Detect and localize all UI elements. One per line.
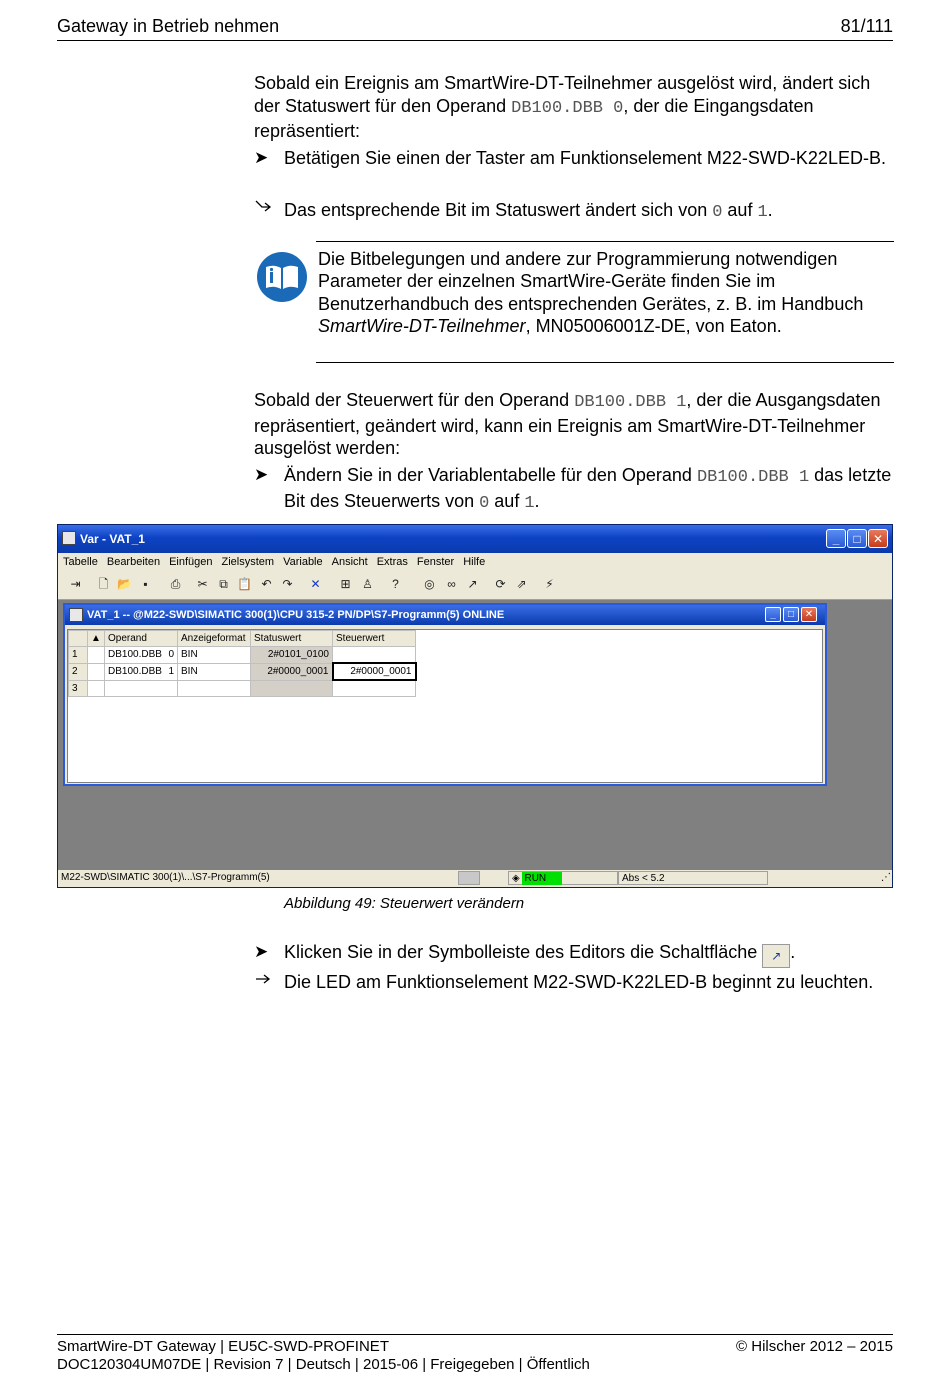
print-icon[interactable]: ⎙ — [170, 577, 181, 591]
activate-control-values-icon: ↗ — [762, 944, 790, 968]
row-number: 2 — [69, 663, 88, 680]
code-operand: DB100.DBB 0 — [511, 98, 624, 118]
note-top-rule — [316, 241, 894, 242]
arrowhead-icon: ➤ — [254, 942, 269, 961]
header-title: Gateway in Betrieb nehmen — [57, 16, 280, 36]
cut-icon[interactable]: ✂ — [197, 577, 208, 591]
format-cell[interactable]: BIN — [178, 663, 251, 680]
variable-table — [67, 629, 823, 783]
activate-control-values-icon[interactable]: ↗ — [467, 577, 478, 591]
paste-icon[interactable]: 📋 — [237, 577, 252, 591]
sort-arrow-icon[interactable]: ▲ — [88, 631, 105, 647]
row-number: 3 — [69, 680, 88, 697]
menu-item[interactable]: Tabelle — [63, 556, 98, 568]
footer-document-info: DOC120304UM07DE | Revision 7 | Deutsch | 2015-06 | Freigegeben | Öffentlich — [57, 1356, 590, 1373]
run-indicator: RUN — [522, 872, 562, 885]
operand-cell[interactable] — [105, 680, 178, 697]
status-cell: 2#0000_0001 — [251, 663, 333, 680]
result-2: Die LED am Funktionselement M22-SWD-K22LED-B beginnt zu leuchten. — [254, 971, 894, 994]
table-header-row — [69, 631, 416, 647]
force-icon[interactable]: ⚡ — [545, 577, 554, 591]
diagnostic-icon: ◈ — [512, 873, 520, 884]
window-titlebar — [58, 525, 892, 553]
inner-titlebar — [65, 605, 825, 625]
step-3: ➤ Klicken Sie in der Symbolleiste des Editors die Schaltfläche ↗ . — [254, 941, 894, 968]
update-values-icon[interactable]: ⟳ — [495, 577, 506, 591]
table-row — [69, 647, 416, 664]
status-cell: 2#0101_0100 — [251, 647, 333, 664]
page-number: 81/111 — [840, 16, 893, 36]
minimize-button[interactable]: _ — [826, 529, 846, 548]
arrowhead-icon: ➤ — [254, 148, 269, 167]
inner-maximize-button[interactable]: □ — [783, 607, 799, 622]
status-run-cell — [508, 871, 618, 885]
new-file-icon[interactable]: 🗋 — [98, 577, 109, 591]
accessible-node-icon[interactable]: ♙ — [362, 577, 373, 591]
column-header-format[interactable]: Anzeigeformat — [178, 631, 251, 647]
result-1: Das entsprechende Bit im Statuswert ändert sich von 0 auf 1. — [254, 199, 894, 225]
menu-item[interactable]: Bearbeiten — [106, 556, 161, 568]
close-button[interactable]: ✕ — [868, 529, 888, 548]
redo-icon[interactable]: ↷ — [282, 577, 293, 591]
format-cell[interactable] — [178, 680, 251, 697]
modify-icon[interactable]: ⇗ — [516, 577, 527, 591]
result-arrow-icon — [254, 199, 284, 225]
help-icon[interactable]: ? — [392, 577, 399, 591]
network-icon[interactable]: ⊞ — [340, 577, 351, 591]
column-header-operand[interactable]: Operand — [105, 631, 178, 647]
status-cell — [251, 680, 333, 697]
arrowhead-icon: ➤ — [254, 465, 269, 484]
inner-window-title: VAT_1 -- @M22-SWD\SIMATIC 300(1)\CPU 315-2 PN/DP\S7-Programm(5) ONLINE — [87, 609, 505, 621]
menu-item[interactable]: Zielsystem — [221, 556, 275, 568]
menu-item[interactable]: Extras — [376, 556, 408, 568]
operand-cell[interactable]: DB100.DBB 0 — [105, 647, 178, 664]
monitor-once-icon[interactable]: ∞ — [447, 577, 456, 591]
menu-bar — [58, 553, 892, 571]
status-abs: Abs < 5.2 — [618, 871, 768, 885]
format-cell[interactable]: BIN — [178, 647, 251, 664]
vat-inner-window — [63, 603, 827, 786]
page-footer — [57, 1334, 893, 1374]
table-row — [69, 680, 416, 697]
window-title: Var - VAT_1 — [80, 532, 145, 546]
maximize-button[interactable]: □ — [847, 529, 867, 548]
save-icon[interactable]: ▪ — [143, 577, 148, 591]
info-book-icon — [256, 251, 308, 303]
menu-item[interactable]: Ansicht — [331, 556, 368, 568]
footer-product: SmartWire-DT Gateway | EU5C-SWD-PROFINET — [57, 1338, 389, 1355]
menu-item[interactable]: Fenster — [416, 556, 455, 568]
operand-cell[interactable]: DB100.DBB 1 — [105, 663, 178, 680]
open-folder-icon[interactable]: 📂 — [117, 577, 132, 591]
column-header-control[interactable]: Steuerwert — [333, 631, 416, 647]
monitor-icon[interactable]: ◎ — [424, 577, 435, 591]
column-header-status[interactable]: Statuswert — [251, 631, 333, 647]
row-number: 1 — [69, 647, 88, 664]
delete-icon[interactable]: ✕ — [310, 577, 321, 591]
note-bottom-rule — [316, 362, 894, 363]
status-empty-cell — [458, 871, 480, 885]
paragraph-2: Sobald der Steuerwert für den Operand DB100.DBB 1, der die Ausgangsdaten repräsentiert, geändert wird, kann ein Ereignis am SmartWire-DT-Teilnehmer ausgelöst werden: — [254, 390, 881, 458]
row-marker — [88, 680, 105, 697]
inner-app-icon — [69, 608, 83, 622]
note-text: Die Bitbelegungen und andere zur Programmierung notwendigen Parameter der einzelnen SmartWire-Geräte finden Sie im Benutzerhandbuch des entsprechenden Gerätes, z. B. im Handbuch SmartWire-DT-Teilnehmer, MN05006001Z-DE, von Eaton. — [318, 249, 864, 336]
status-bar — [58, 870, 892, 887]
control-cell-selected[interactable]: 2#0000_0001 — [333, 663, 416, 680]
control-cell[interactable] — [333, 647, 416, 664]
inner-minimize-button[interactable]: _ — [765, 607, 781, 622]
step-1: ➤ Betätigen Sie einen der Taster am Funktionselement M22-SWD-K22LED-B. — [254, 148, 886, 168]
table-row — [69, 663, 416, 680]
pin-icon[interactable]: ⇥ — [70, 577, 81, 591]
paragraph-1: Sobald ein Ereignis am SmartWire-DT-Teilnehmer ausgelöst wird, ändert sich der Statuswert für den Operand DB100.DBB 0, der die Eingangsdaten repräsentiert: — [254, 73, 871, 141]
figure-caption: Abbildung 49: Steuerwert verändern — [284, 895, 525, 912]
resize-grip-icon[interactable]: ⋰ — [881, 872, 891, 883]
result-arrow-icon — [254, 971, 284, 994]
menu-item[interactable]: Einfügen — [169, 556, 213, 568]
copy-icon[interactable]: ⧉ — [219, 577, 228, 591]
control-cell[interactable] — [333, 680, 416, 697]
page-header — [57, 16, 893, 41]
vat-window-screenshot — [57, 524, 893, 888]
row-marker — [88, 663, 105, 680]
step-2: ➤ Ändern Sie in der Variablentabelle für den Operand DB100.DBB 1 das letzte Bit des Steuerwerts von 0 auf 1. — [254, 464, 894, 515]
menu-item[interactable]: Variable — [283, 556, 323, 568]
toolbar — [58, 571, 892, 600]
undo-icon[interactable]: ↶ — [261, 577, 272, 591]
footer-copyright: © Hilscher 2012 – 2015 — [736, 1338, 893, 1355]
app-icon — [62, 531, 76, 545]
menu-item[interactable]: Hilfe — [463, 556, 486, 568]
corner-cell — [69, 631, 88, 647]
status-path: M22-SWD\SIMATIC 300(1)\...\S7-Programm(5) — [61, 872, 270, 883]
row-marker — [88, 647, 105, 664]
inner-close-button[interactable]: ✕ — [801, 607, 817, 622]
